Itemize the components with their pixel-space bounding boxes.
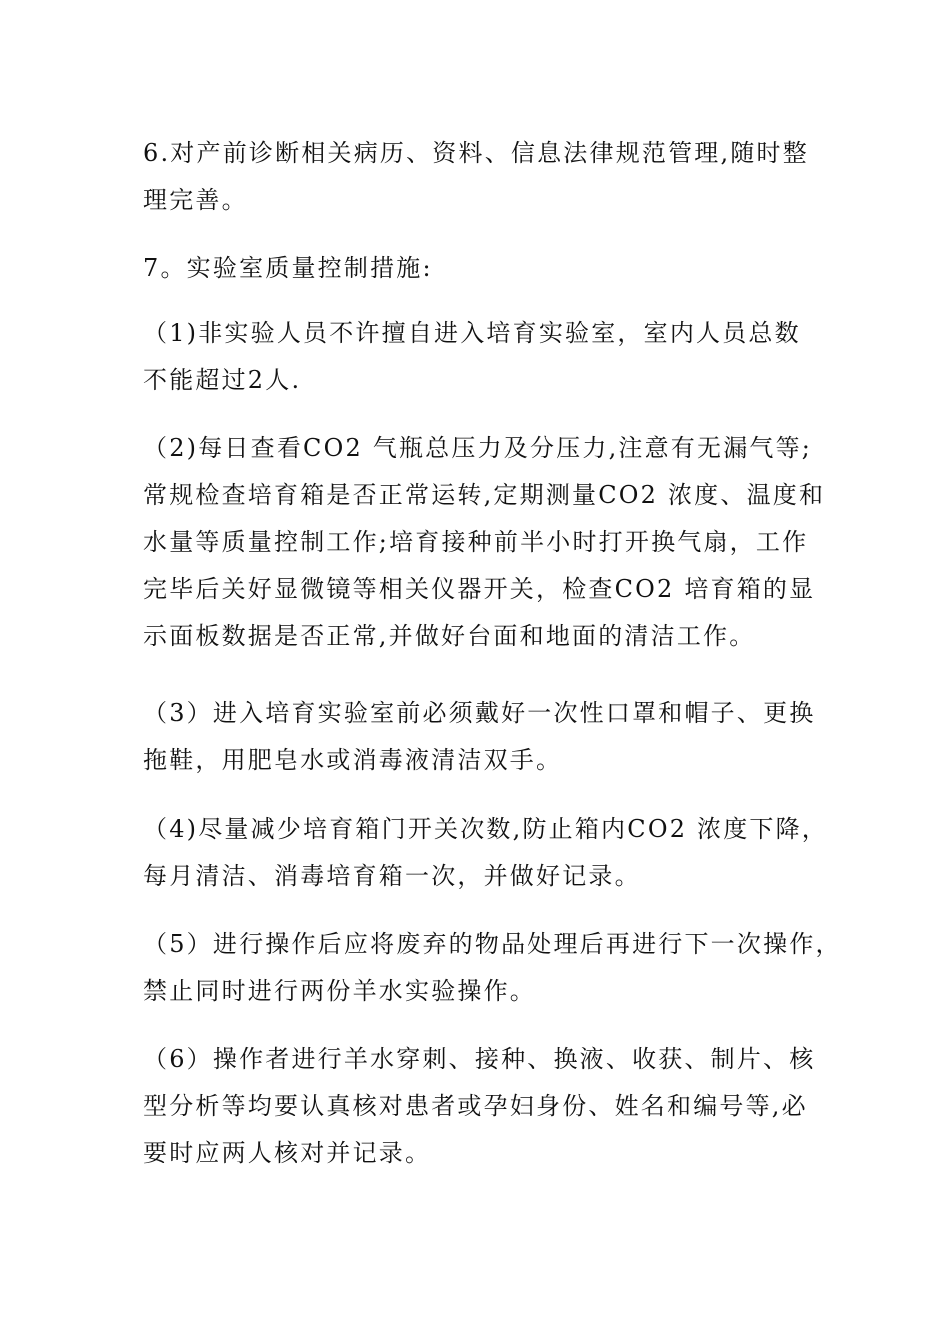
paragraph-item-5 [143, 921, 842, 1015]
text-line: 拖鞋，用肥皂水或消毒液清洁双手。 [143, 746, 563, 774]
paragraph-item-4 [143, 806, 828, 900]
text-line: 禁止同时进行两份羊水实验操作。 [143, 977, 536, 1005]
text-line: （3）进入培育实验室前必须戴好一次性口罩和帽子、更换 [143, 699, 816, 727]
paragraph-6-records-management [143, 130, 823, 224]
text-line: 完毕后关好显微镜等相关仪器开关，检查CO2 培育箱的显 [143, 575, 816, 603]
paragraph-item-6 [143, 1036, 823, 1177]
text-line: 理完善。 [143, 186, 248, 214]
text-line: 不能超过2人. [143, 366, 302, 394]
text-line: 型分析等均要认真核对患者或孕妇身份、姓名和编号等,必 [143, 1092, 808, 1120]
text-line: （5）进行操作后应将废弃的物品处理后再进行下一次操作， [143, 930, 842, 958]
text-line: （6）操作者进行羊水穿刺、接种、换液、收获、制片、核 [143, 1045, 816, 1073]
text-line: 6.对产前诊断相关病历、资料、信息法律规范管理,随时整 [143, 139, 809, 167]
text-line: （4)尽量减少培育箱门开关次数,防止箱内CO2 浓度下降， [143, 815, 828, 843]
text-line: 7。实验室质量控制措施: [143, 254, 433, 282]
paragraph-item-2 [143, 425, 826, 660]
paragraph-7-quality-control-heading [143, 245, 823, 292]
text-line: 常规检查培育箱是否正常运转,定期测量CO2 浓度、温度和 [143, 481, 826, 509]
text-line: 水量等质量控制工作;培育接种前半小时打开换气扇，工作 [143, 528, 809, 556]
paragraph-item-1 [143, 310, 823, 404]
text-line: 示面板数据是否正常,并做好台面和地面的清洁工作。 [143, 622, 756, 650]
text-line: （1)非实验人员不许擅自进入培育实验室，室内人员总数 [143, 319, 801, 347]
text-line: （2)每日查看CO2 气瓶总压力及分压力,注意有无漏气等; [143, 434, 813, 462]
paragraph-item-3 [143, 690, 823, 784]
text-line: 要时应两人核对并记录。 [143, 1139, 432, 1167]
text-line: 每月清洁、消毒培育箱一次，并做好记录。 [143, 862, 641, 890]
